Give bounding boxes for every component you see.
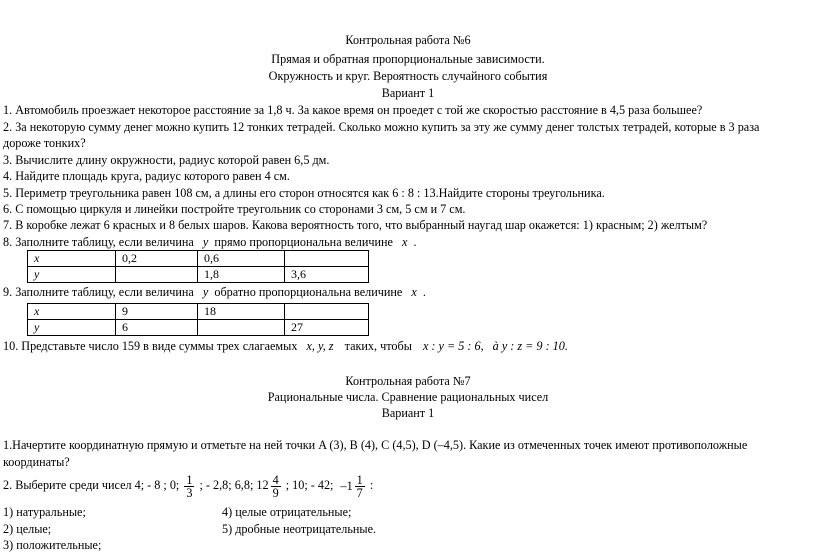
fraction-one-seventh: $\frac{1}{7}$ <box>356 472 363 500</box>
test6-question-4: 4. Найдите площадь круга, радиус которого равен 4 см. <box>3 169 290 183</box>
test6-question-2-line1: 2. За некоторую сумму денег можно купить 12 тонких тетрадей. Сколько можно купить за эту же сумму денег толстых тетрадей, которые в 3 раза <box>3 120 760 134</box>
fraction-one-third: $\frac{1}{3}$ <box>186 472 193 500</box>
table-8 <box>27 250 369 283</box>
table-cell: 0,2 <box>116 251 198 267</box>
test6-question-7: 7. В коробке лежат 6 красных и 8 белых шаров. Какова вероятность того, что выбранный наугад шар окажется: 1) красным; 2) желтым? <box>3 218 708 232</box>
fraction-four-ninths: $\frac{4}{9}$ <box>272 472 279 500</box>
test7-option-4: 4) целые отрицательные; <box>222 505 352 519</box>
table-cell: x <box>28 251 116 267</box>
test7-option-2: 2) целые; <box>3 522 52 536</box>
table-cell <box>116 267 198 283</box>
test7-question-2: 2. Выберите среди чисел 4; - 8 ; 0; $\frac{1}{3}$ ; - 2,8; 6,8; 12 $\frac{4}{9}$ ; 10; - 42; –1 $\frac{1}{7}$ : <box>3 472 374 500</box>
test7-title: Контрольная работа №7 <box>345 374 471 388</box>
test6-question-8: 8. Заполните таблицу, если величина y прямо пропорциональна величине x . <box>3 235 417 249</box>
test6-question-10: 10. Представьте число 159 в виде суммы трех слагаемых x, y, z таких, чтобы x : y = 5 : 6, à y : z = 9 : 10. <box>3 339 568 353</box>
test7-question-1-line2: координаты? <box>3 455 70 469</box>
test7-subtitle: Рациональные числа. Сравнение рациональных чисел <box>267 390 549 404</box>
table-cell: 6 <box>116 320 198 336</box>
test7-option-1: 1) натуральные; <box>3 505 86 519</box>
test6-variant: Вариант 1 <box>381 86 435 100</box>
table-row <box>28 304 369 320</box>
test6-question-2-line2: дороже тонких? <box>3 136 86 150</box>
test6-subtitle-1: Прямая и обратная пропорциональные зависимости. <box>271 52 545 66</box>
test7-option-5: 5) дробные неотрицательные. <box>222 522 377 536</box>
table-cell: x <box>28 304 116 320</box>
test7-variant: Вариант 1 <box>381 406 435 420</box>
table-cell: y <box>28 320 116 336</box>
table-cell <box>285 304 369 320</box>
table-9 <box>27 303 369 336</box>
test6-question-9: 9. Заполните таблицу, если величина y обратно пропорциональна величине x . <box>3 285 426 299</box>
table-cell: 0,6 <box>198 251 285 267</box>
test7-option-3: 3) положительные; <box>3 538 102 552</box>
test6-question-1: 1. Автомобиль проезжает некоторое расстояние за 1,8 ч. За какое время он проедет с той же скоростью расстояние в 4,5 раза большее? <box>3 103 703 117</box>
test7-question-1-line1: 1.Начертите координатную прямую и отметьте на ней точки A (3), B (4), C (4,5), D (–4,5). Какие из отмеченных точек имеют противоположные <box>3 438 748 452</box>
test6-subtitle-2: Окружность и круг. Вероятность случайного события <box>268 69 548 83</box>
table-cell: 3,6 <box>285 267 369 283</box>
table-cell <box>198 320 285 336</box>
test6-title: Контрольная работа №6 <box>345 33 471 47</box>
table-cell: 1,8 <box>198 267 285 283</box>
table-row <box>28 267 369 283</box>
table-row <box>28 251 369 267</box>
test6-question-6: 6. С помощью циркуля и линейки постройте треугольник со сторонами 3 см, 5 см и 7 см. <box>3 202 466 216</box>
table-cell <box>285 251 369 267</box>
test6-question-3: 3. Вычислите длину окружности, радиус которой равен 6,5 дм. <box>3 153 330 167</box>
table-cell: 18 <box>198 304 285 320</box>
table-cell: 9 <box>116 304 198 320</box>
test6-question-5: 5. Периметр треугольника равен 108 см, а длины его сторон относятся как 6 : 8 : 13.Найдите стороны треугольника. <box>3 186 605 200</box>
table-cell: y <box>28 267 116 283</box>
table-cell: 27 <box>285 320 369 336</box>
table-row <box>28 320 369 336</box>
